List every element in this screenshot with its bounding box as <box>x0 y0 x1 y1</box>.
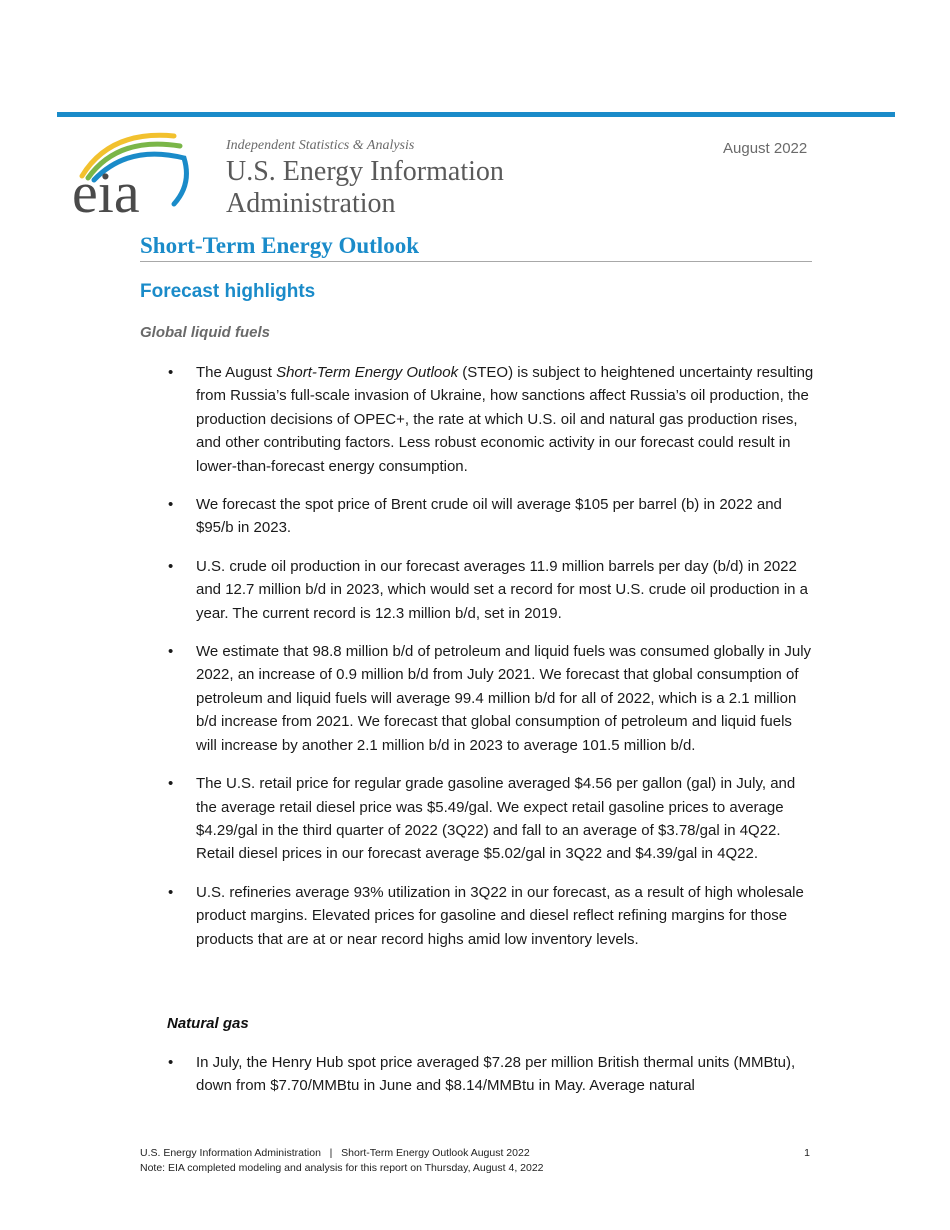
report-date: August 2022 <box>723 140 808 157</box>
page-footer <box>140 1146 812 1176</box>
list-item: • In July, the Henry Hub spot price averaged $7.28 per million British thermal units (MMBtu), down from $7.70/MMBtu in June and $8.14/MMBtu in May. Average natural <box>140 1051 815 1098</box>
list-item: • U.S. refineries average 93% utilization in 3Q22 in our forecast, as a result of high wholesale product margins. Elevated prices for gasoline and diesel reflect refining margins for those products that are at or near record highs amid low inventory levels. <box>140 881 815 951</box>
list-item: • The U.S. retail price for regular grade gasoline averaged $4.56 per gallon (gal) in July, and the average retail diesel price was $5.49/gal. We expect retail gasoline prices to average $4.29/gal in the third quarter of 2022 (3Q22) and fall to an average of $3.78/gal in 4Q22. Retail diesel prices in our forecast average $5.02/gal in 3Q22 and $4.39/gal in 4Q22. <box>140 772 815 866</box>
header-rule <box>57 112 895 117</box>
agency-block <box>226 138 504 218</box>
logo-wordmark: eia <box>72 160 140 216</box>
agency-name-line2: Administration <box>226 188 396 219</box>
section-title: Forecast highlights <box>140 281 316 302</box>
footer-line1: U.S. Energy Information Administration | Short-Term Energy Outlook August 2022 <box>140 1147 530 1159</box>
list-item <box>140 361 815 478</box>
list-item: • We forecast the spot price of Brent crude oil will average $105 per barrel (b) in 2022 and $95/b in 2023. <box>140 493 815 540</box>
list-item: • We estimate that 98.8 million b/d of petroleum and liquid fuels was consumed globally in July 2022, an increase of 0.9 million b/d from July 2021. We forecast that global consumption of petroleum and liquid fuels will average 99.4 million b/d for all of 2022, which is a 2.1 million b/d increase from 2021. We forecast that global consumption of petroleum and liquid fuels will increase by another 2.1 million b/d in 2023 to average 101.5 million b/d. <box>140 640 815 757</box>
agency-name-line1: U.S. Energy Information <box>226 156 504 187</box>
list-item-text: The August <box>196 364 277 381</box>
tagline: Independent Statistics & Analysis <box>226 138 415 153</box>
subhead-global-liquid-fuels: Global liquid fuels <box>140 324 271 341</box>
footer-note: Note: EIA completed modeling and analysis for this report on Thursday, August 4, 2022 <box>140 1162 544 1174</box>
natural-gas-list <box>140 1051 815 1098</box>
list-item: • U.S. crude oil production in our forecast averages 11.9 million barrels per day (b/d) in 2022 and 12.7 million b/d in 2023, which would set a record for most U.S. crude oil production in a year. The current record is 12.3 million b/d, set in 2019. <box>140 555 815 625</box>
report-title: Short-Term Energy Outlook <box>140 233 812 262</box>
subhead-natural-gas: Natural gas <box>167 1015 249 1032</box>
eia-logo <box>70 124 190 216</box>
page-number: 1 <box>804 1147 810 1159</box>
list-item-emphasis: Short-Term Energy Outlook <box>276 364 459 381</box>
list-item-text: (STEO) is subject to heightened uncertainty resulting from Russia’s full-scale invasion of Ukraine, how sanctions affect Russia’s oil production, the production decisions of OPEC+, the rate at which U.S. oil and natural gas production rises, and other contributing factors. Less robust economic activity in our forecast could result in lower-than-forecast energy consumption. <box>196 364 814 475</box>
global-liquid-fuels-list <box>140 361 815 966</box>
